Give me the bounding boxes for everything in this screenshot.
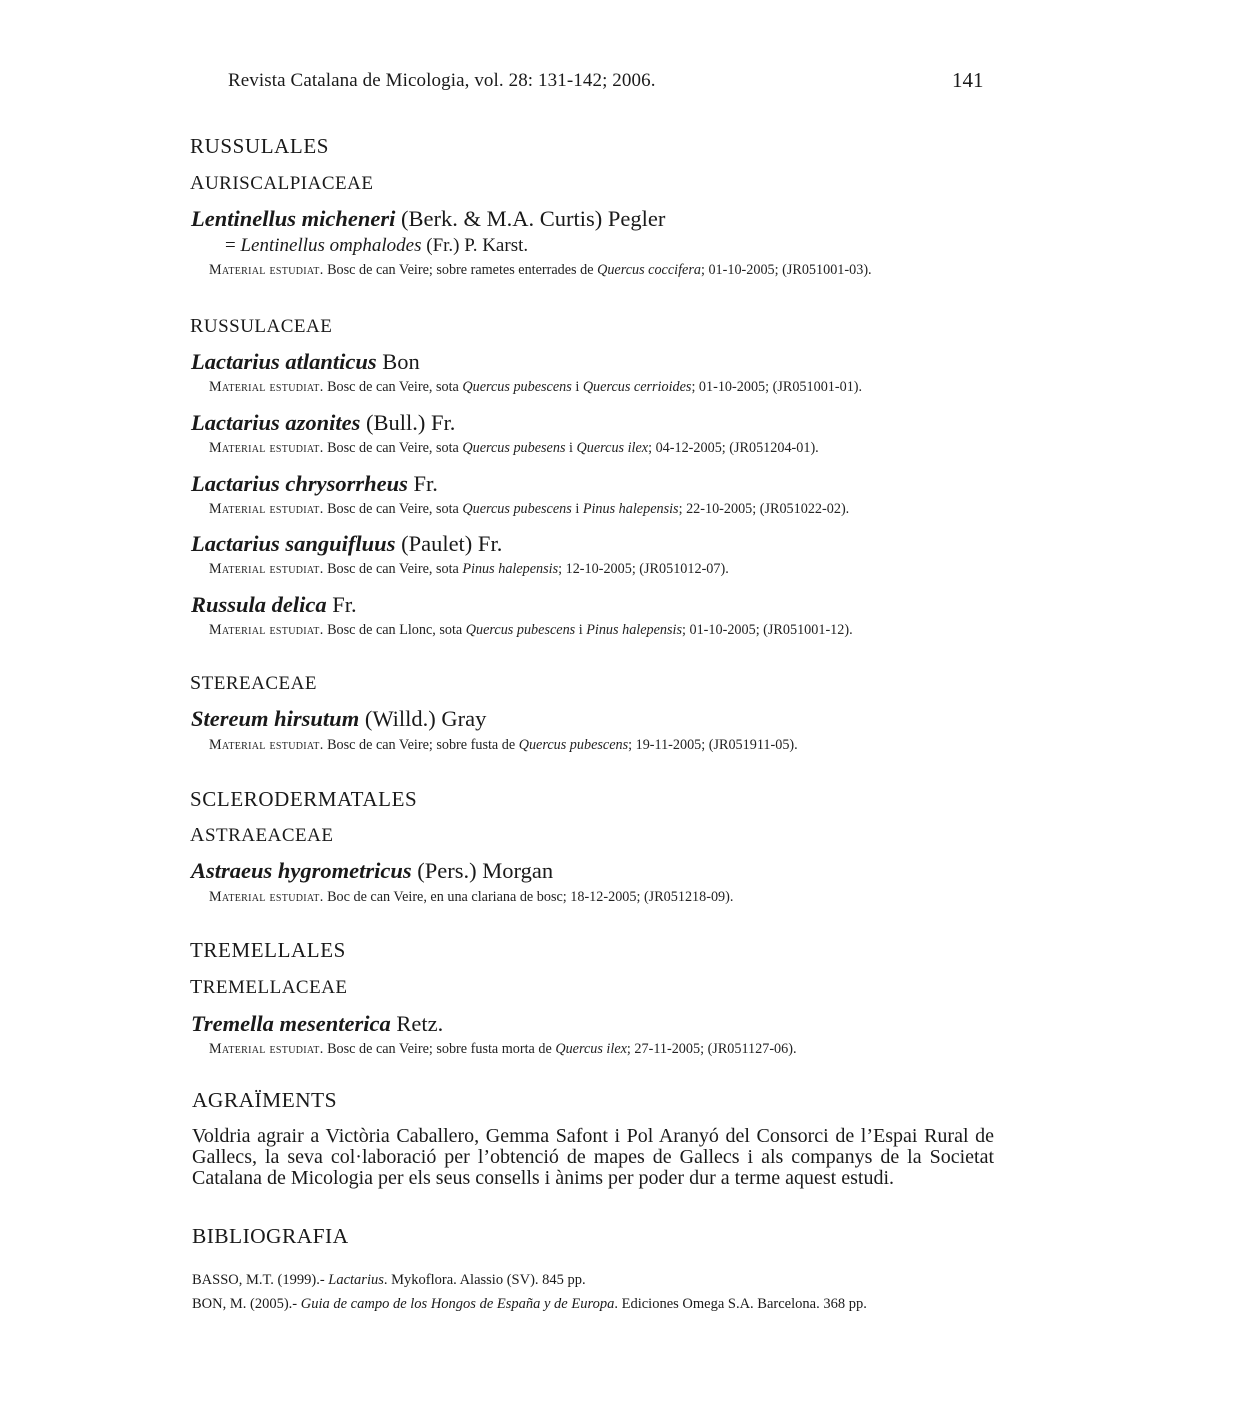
material-text: Bosc de can Veire; sobre rametes enterrades de [323,262,598,278]
taxon-lactarius-chrysorrheus [191,471,438,497]
taxon-russula-delica [191,592,357,618]
material-lactarius-chrysorrheus [209,501,849,518]
species-author: Bon [376,349,420,374]
species-author: (Bull.) Fr. [360,410,456,435]
material-text: Bosc de can Veire, sota [323,561,463,577]
synonym-prefix: = [225,235,241,256]
material-date-code: ; 12-10-2005; (JR051012-07). [558,561,729,577]
family-initial: S [190,672,202,694]
order-heading-tremellales: TREMELLALES [190,938,346,962]
host-species: Quercus pubescens [462,379,572,395]
family-heading-astraeaceae [190,824,333,847]
species-name: Lactarius atlanticus [191,349,377,374]
material-date-code: ; 19-11-2005; (JR051911-05). [628,737,798,753]
species-author: Retz. [390,1011,444,1036]
species-author: Fr. [326,592,357,617]
taxon-lactarius-atlanticus [191,349,420,375]
material-label: Material estudiat. [209,889,324,905]
page-number: 141 [952,68,984,92]
host-species: Quercus pubescens [465,622,576,638]
family-initial: R [190,315,204,337]
family-rest: USSULACEAE [203,316,333,337]
material-text: Bosc de can Veire, sota [323,501,463,517]
material-label: Material estudiat. [209,440,324,456]
reference-author-year: BASSO, M.T. (1999).- [192,1272,329,1288]
material-date-code: ; 22-10-2005; (JR051022-02). [678,501,850,517]
host-species: Quercus coccifera [597,262,701,278]
material-label: Material estudiat. [209,622,324,638]
material-russula-delica [209,622,853,639]
host-species: Quercus ilex [555,1041,627,1057]
acknowledgements-line: Catalana de Micologia per els seus consells i ànims per poder dur a terme aquest estudi. [192,1167,895,1189]
acknowledgements-line: Gallecs, la seva col·laboració per l’obtenció de mapes de Gallecs i als companys de la Societat [192,1146,994,1168]
taxon-lactarius-sanguifluus [191,531,502,557]
family-heading-russulaceae [190,315,332,338]
taxon-astraeus-hygrometricus [191,858,553,884]
species-name: Tremella mesenterica [191,1011,391,1036]
species-author: (Willd.) Gray [359,706,487,731]
material-text: Bosc de can Llonc, sota [323,622,466,638]
species-name: Lentinellus micheneri [191,206,396,231]
reference-publisher: . Mykoflora. Alassio (SV). 845 pp. [383,1272,586,1288]
material-date-code: ; 27-11-2005; (JR051127-06). [626,1041,797,1057]
taxon-lactarius-azonites [191,410,455,436]
material-astraeus-hygrometricus [209,889,733,906]
family-initial: A [190,824,205,846]
species-name: Astraeus hygrometricus [191,858,412,883]
species-name: Lactarius azonites [191,410,361,435]
host-species: Quercus pubesens [462,440,566,456]
material-label: Material estudiat. [209,262,324,278]
reference-publisher: . Ediciones Omega S.A. Barcelona. 368 pp. [614,1296,867,1312]
conjunction: i [571,501,583,517]
species-name: Russula delica [191,592,327,617]
species-name: Lactarius chrysorrheus [191,471,408,496]
material-lactarius-atlanticus [209,379,862,396]
order-heading-russulales: RUSSULALES [190,134,330,158]
family-heading-tremellaceae [190,976,348,999]
conjunction: i [565,440,577,456]
taxon-stereum-hirsutum [191,706,486,732]
material-label: Material estudiat. [209,379,324,395]
acknowledgements-heading: AGRAÏMENTS [192,1088,337,1112]
host-species: Pinus halepensis [586,622,682,638]
reference-author-year: BON, M. (2005).- [192,1296,301,1312]
family-rest: REMELLACEAE [202,977,348,998]
species-name: Lactarius sanguifluus [191,531,396,556]
material-label: Material estudiat. [209,501,324,517]
species-author: (Berk. & M.A. Curtis) Pegler [395,206,666,231]
material-date-code: ; 01-10-2005; (JR051001-01). [691,379,863,395]
material-lactarius-sanguifluus [209,561,729,578]
reference-title: Lactarius [328,1272,384,1288]
species-author: Fr. [407,471,438,496]
material-date-code: ; 04-12-2005; (JR051204-01). [648,440,819,456]
family-heading-stereaceae [190,672,317,695]
material-text: Bosc de can Veire; sobre fusta morta de [323,1041,556,1057]
synonym-species: Lentinellus omphalodes [240,235,422,256]
material-text: Bosc de can Veire; sobre fusta de [323,737,519,753]
host-species: Quercus pubescens [462,501,572,517]
species-author: (Paulet) Fr. [395,531,503,556]
species-author: (Pers.) Morgan [411,858,554,883]
material-label: Material estudiat. [209,737,324,753]
material-date-code: ; 01-10-2005; (JR051001-03). [700,262,872,278]
reference-title: Guia de campo de los Hongos de España y de Europa [300,1296,615,1312]
material-date-code: ; 01-10-2005; (JR051001-12). [682,622,853,638]
running-head: Revista Catalana de Micologia, vol. 28: 131-142; 2006. [228,70,656,91]
material-label: Material estudiat. [209,561,324,577]
family-rest: STRAEACEAE [204,825,334,846]
family-heading-auriscalpiaceae [190,172,373,195]
host-species: Pinus halepensis [582,501,679,517]
family-initial: A [190,172,205,194]
species-name: Stereum hirsutum [191,706,360,731]
synonym-author: (Fr.) P. Karst. [421,235,529,256]
family-rest: URISCALPIACEAE [204,173,374,194]
family-initial: T [190,976,203,998]
material-text: Boc de can Veire, en una clariana de bosc; 18-12-2005; (JR051218-09). [323,889,734,905]
taxon-lentinellus-micheneri [191,206,665,232]
material-tremella-mesenterica [209,1041,797,1058]
host-species: Quercus pubescens [518,737,629,753]
reference-basso [192,1272,586,1289]
order-heading-sclerodermatales: SCLERODERMATALES [190,787,418,811]
host-species: Quercus ilex [576,440,649,456]
material-lentinellus [209,262,872,279]
family-rest: TEREACEAE [201,673,317,694]
bibliography-heading: BIBLIOGRAFIA [192,1224,349,1248]
acknowledgements-paragraph [192,1126,994,1189]
material-text: Bosc de can Veire, sota [323,379,463,395]
host-species: Pinus halepensis [462,561,559,577]
material-text: Bosc de can Veire, sota [323,440,463,456]
taxon-tremella-mesenterica [191,1011,443,1037]
reference-bon [192,1296,867,1313]
conjunction: i [575,622,587,638]
material-stereum-hirsutum [209,737,798,754]
material-lactarius-azonites [209,440,819,457]
synonym-lentinellus-omphalodes [225,235,528,257]
host-species: Quercus cerrioides [582,379,692,395]
material-label: Material estudiat. [209,1041,324,1057]
acknowledgements-line: Voldria agrair a Victòria Caballero, Gemma Safont i Pol Aranyó del Consorci de l’Espai Rural de [192,1125,994,1147]
conjunction: i [571,379,583,395]
